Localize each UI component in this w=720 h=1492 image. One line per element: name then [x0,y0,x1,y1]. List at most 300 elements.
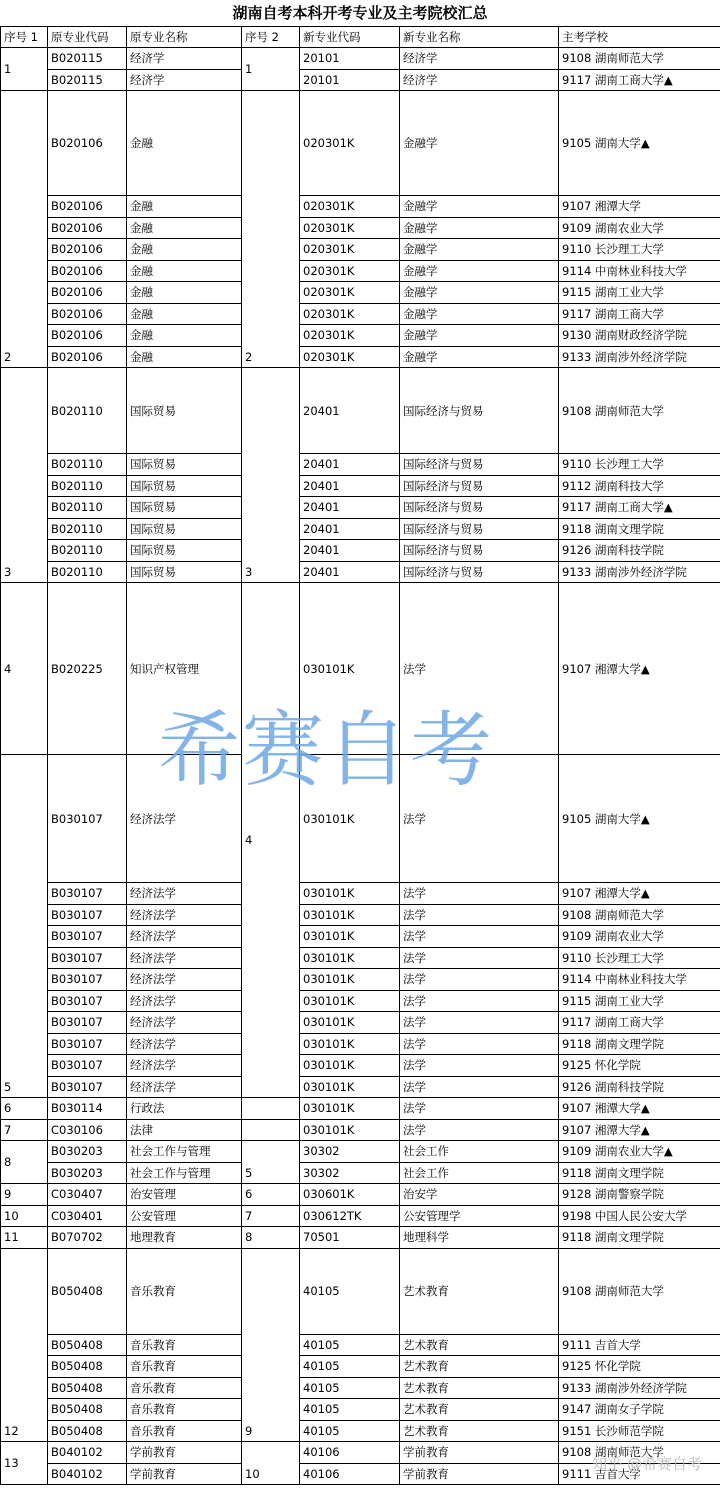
new-code-cell: 20401 [300,497,400,519]
new-code-cell: 40105 [300,1248,400,1334]
new-code-cell: 20101 [300,69,400,91]
new-code-cell: 030601K [300,1184,400,1206]
table-row [1,904,720,926]
school-cell: 9107 湘潭大学 [559,196,720,218]
seq1-cell: 7 [1,1119,48,1141]
old-name-cell: 学前教育 [127,1463,242,1485]
new-name-cell: 国际经济与贸易 [400,497,559,519]
old-code-cell: B030203 [48,1162,127,1184]
table-row [1,325,720,347]
new-name-cell: 艺术教育 [400,1420,559,1442]
new-code-cell: 020301K [300,239,400,261]
new-name-cell: 法学 [400,1033,559,1055]
table-row [1,1334,720,1356]
old-code-cell: B050408 [48,1334,127,1356]
old-name-cell: 经济法学 [127,947,242,969]
school-cell: 9105 湖南大学▲ [559,755,720,883]
new-code-cell: 020301K [300,91,400,196]
old-code-cell: B030107 [48,947,127,969]
seq2-cell: 1 [242,48,300,91]
old-name-cell: 国际贸易 [127,561,242,583]
header-school: 主考学校 [559,27,720,48]
seq2-cell [242,1119,300,1141]
new-code-cell: 030101K [300,926,400,948]
table-row [1,1399,720,1421]
new-code-cell: 030101K [300,969,400,991]
new-code-cell: 20401 [300,475,400,497]
table-row [1,1420,720,1442]
old-code-cell: B050408 [48,1420,127,1442]
new-code-cell: 20401 [300,518,400,540]
table-row [1,91,720,196]
seq2-cell: 6 [242,1184,300,1206]
new-code-cell: 030101K [300,1076,400,1098]
old-code-cell: B030114 [48,1098,127,1120]
school-cell: 9110 长沙理工大学 [559,947,720,969]
school-cell: 9128 湖南警察学院 [559,1184,720,1206]
new-code-cell: 030101K [300,1012,400,1034]
new-name-cell: 金融学 [400,260,559,282]
old-code-cell: B050408 [48,1399,127,1421]
old-name-cell: 经济法学 [127,1055,242,1077]
school-cell: 9118 湖南文理学院 [559,1227,720,1249]
new-name-cell: 法学 [400,926,559,948]
new-name-cell: 国际经济与贸易 [400,475,559,497]
table-row [1,1227,720,1249]
new-name-cell: 艺术教育 [400,1334,559,1356]
old-name-cell: 经济法学 [127,904,242,926]
new-code-cell: 40105 [300,1356,400,1378]
new-code-cell: 30302 [300,1162,400,1184]
school-cell: 9118 湖南文理学院 [559,1162,720,1184]
new-name-cell: 金融学 [400,303,559,325]
seq1-cell: 10 [1,1205,48,1227]
old-code-cell: B030107 [48,969,127,991]
new-name-cell: 法学 [400,947,559,969]
old-code-cell: B020106 [48,282,127,304]
old-code-cell: B030107 [48,883,127,905]
old-name-cell: 金融 [127,196,242,218]
seq2-cell [242,1098,300,1120]
old-code-cell: B020115 [48,69,127,91]
new-name-cell: 金融学 [400,196,559,218]
old-code-cell: B050408 [48,1248,127,1334]
old-name-cell: 经济法学 [127,1012,242,1034]
new-code-cell: 70501 [300,1227,400,1249]
school-cell: 9108 湖南师范大学 [559,368,720,454]
seq1-cell: 11 [1,1227,48,1249]
table-row [1,303,720,325]
school-cell: 9151 长沙师范学院 [559,1420,720,1442]
school-cell: 9115 湖南工业大学 [559,990,720,1012]
new-name-cell: 经济学 [400,48,559,70]
school-cell: 9198 中国人民公安大学 [559,1205,720,1227]
school-cell: 9107 湘潭大学▲ [559,883,720,905]
new-name-cell: 金融学 [400,346,559,368]
new-name-cell: 法学 [400,1055,559,1077]
old-name-cell: 金融 [127,325,242,347]
new-code-cell: 030612TK [300,1205,400,1227]
table-row [1,1033,720,1055]
old-code-cell: B050408 [48,1377,127,1399]
table-row [1,1248,720,1334]
new-code-cell: 40105 [300,1334,400,1356]
school-cell: 9117 湖南工商大学 [559,1012,720,1034]
new-name-cell: 国际经济与贸易 [400,368,559,454]
school-cell: 9126 湖南科技学院 [559,1076,720,1098]
seq1-cell: 6 [1,1098,48,1120]
old-code-cell: B020225 [48,583,127,755]
new-name-cell: 地理科学 [400,1227,559,1249]
new-name-cell: 国际经济与贸易 [400,540,559,562]
new-code-cell: 020301K [300,346,400,368]
old-name-cell: 社会工作与管理 [127,1141,242,1163]
new-code-cell: 020301K [300,260,400,282]
old-code-cell: B030107 [48,1076,127,1098]
old-code-cell: B020110 [48,497,127,519]
table-row [1,48,720,70]
school-cell: 9133 湖南涉外经济学院 [559,346,720,368]
new-name-cell: 法学 [400,1098,559,1120]
new-name-cell: 金融学 [400,239,559,261]
old-code-cell: B030107 [48,1033,127,1055]
school-cell: 9108 湖南师范大学 [559,904,720,926]
header-seq1: 序号 1 [1,27,48,48]
old-name-cell: 国际贸易 [127,540,242,562]
seq2-cell: 7 [242,1205,300,1227]
old-name-cell: 经济法学 [127,1033,242,1055]
table-row [1,1055,720,1077]
new-name-cell: 国际经济与贸易 [400,518,559,540]
new-code-cell: 030101K [300,583,400,755]
old-name-cell: 经济法学 [127,969,242,991]
old-name-cell: 金融 [127,91,242,196]
table-row [1,475,720,497]
new-code-cell: 030101K [300,1119,400,1141]
old-code-cell: B020115 [48,48,127,70]
old-name-cell: 经济法学 [127,990,242,1012]
new-code-cell: 40105 [300,1377,400,1399]
seq1-cell: 8 [1,1141,48,1184]
seq2-cell: 8 [242,1227,300,1249]
new-name-cell: 法学 [400,969,559,991]
old-name-cell: 音乐教育 [127,1399,242,1421]
school-cell: 9112 湖南科技大学 [559,475,720,497]
school-cell: 9109 湖南农业大学 [559,926,720,948]
new-code-cell: 030101K [300,1098,400,1120]
table-row [1,755,720,883]
new-code-cell: 020301K [300,217,400,239]
old-name-cell: 音乐教育 [127,1377,242,1399]
school-cell: 9108 湖南师范大学 [559,1442,720,1464]
old-name-cell: 国际贸易 [127,368,242,454]
old-code-cell: B030107 [48,990,127,1012]
old-name-cell: 音乐教育 [127,1334,242,1356]
seq1-cell: 5 [1,755,48,1098]
table-row [1,561,720,583]
seq2-cell: 4 [242,583,300,1098]
old-code-cell: B020110 [48,368,127,454]
school-cell: 9105 湖南大学▲ [559,91,720,196]
new-name-cell: 社会工作 [400,1162,559,1184]
school-cell: 9125 怀化学院 [559,1055,720,1077]
old-code-cell: B020110 [48,454,127,476]
old-code-cell: B030107 [48,926,127,948]
new-name-cell: 经济学 [400,69,559,91]
new-code-cell: 030101K [300,755,400,883]
seq2-cell: 10 [242,1442,300,1485]
new-code-cell: 030101K [300,904,400,926]
old-name-cell: 经济学 [127,48,242,70]
new-name-cell: 艺术教育 [400,1248,559,1334]
old-name-cell: 公安管理 [127,1205,242,1227]
school-cell: 9107 湘潭大学▲ [559,1119,720,1141]
table-row [1,196,720,218]
old-code-cell: B020110 [48,561,127,583]
new-code-cell: 40105 [300,1420,400,1442]
majors-table [0,26,720,1485]
new-name-cell: 学前教育 [400,1463,559,1485]
school-cell: 9114 中南林业科技大学 [559,969,720,991]
new-name-cell: 金融学 [400,325,559,347]
school-cell: 9110 长沙理工大学 [559,454,720,476]
old-name-cell: 国际贸易 [127,475,242,497]
seq1-cell: 4 [1,583,48,755]
new-name-cell: 法学 [400,1076,559,1098]
table-header-row [1,27,720,48]
new-name-cell: 金融学 [400,91,559,196]
table-row [1,1463,720,1485]
new-name-cell: 国际经济与贸易 [400,561,559,583]
school-cell: 9133 湖南涉外经济学院 [559,561,720,583]
new-code-cell: 20401 [300,454,400,476]
new-name-cell: 学前教育 [400,1442,559,1464]
old-code-cell: C030106 [48,1119,127,1141]
new-code-cell: 030101K [300,990,400,1012]
page-title: 湖南自考本科开考专业及主考院校汇总 [232,4,488,22]
new-name-cell: 法学 [400,1119,559,1141]
school-cell: 9107 湘潭大学▲ [559,1098,720,1120]
table-row [1,368,720,454]
old-code-cell: B020110 [48,540,127,562]
old-name-cell: 地理教育 [127,1227,242,1249]
table-row [1,883,720,905]
old-code-cell: B020106 [48,260,127,282]
old-code-cell: B040102 [48,1442,127,1464]
old-name-cell: 社会工作与管理 [127,1162,242,1184]
seq1-cell: 1 [1,48,48,91]
school-cell: 9126 湖南科技学院 [559,540,720,562]
old-name-cell: 经济学 [127,69,242,91]
table-row [1,926,720,948]
header-old-name: 原专业名称 [127,27,242,48]
new-code-cell: 030101K [300,1033,400,1055]
school-cell: 9108 湖南师范大学 [559,1248,720,1334]
table-row [1,260,720,282]
old-code-cell: B020106 [48,239,127,261]
table-row [1,518,720,540]
watermark: 希赛自考 [158,703,495,798]
seq1-cell: 3 [1,368,48,583]
seq2-cell: 3 [242,368,300,583]
school-cell: 9147 湖南女子学院 [559,1399,720,1421]
old-name-cell: 经济法学 [127,926,242,948]
table-row [1,540,720,562]
table-row [1,1205,720,1227]
seq2-cell: 2 [242,91,300,368]
school-cell: 9118 湖南文理学院 [559,518,720,540]
old-code-cell: B020106 [48,196,127,218]
old-name-cell: 经济法学 [127,883,242,905]
table-row [1,1119,720,1141]
old-code-cell: B070702 [48,1227,127,1249]
new-code-cell: 40106 [300,1463,400,1485]
table-row [1,282,720,304]
new-code-cell: 30302 [300,1141,400,1163]
table-row [1,1141,720,1163]
old-code-cell: B020106 [48,217,127,239]
table-row [1,1012,720,1034]
old-name-cell: 知识产权管理 [127,583,242,755]
new-name-cell: 国际经济与贸易 [400,454,559,476]
table-row [1,346,720,368]
old-code-cell: B030107 [48,1055,127,1077]
old-name-cell: 国际贸易 [127,454,242,476]
school-cell: 9109 湖南农业大学 [559,217,720,239]
new-code-cell: 030101K [300,1055,400,1077]
school-cell: 9108 湖南师范大学 [559,48,720,70]
school-cell: 9110 长沙理工大学 [559,239,720,261]
table-row [1,1098,720,1120]
old-name-cell: 治安管理 [127,1184,242,1206]
table-row [1,1377,720,1399]
table-row [1,454,720,476]
new-name-cell: 艺术教育 [400,1377,559,1399]
table-row [1,947,720,969]
school-cell: 9130 湖南财政经济学院 [559,325,720,347]
school-cell: 9117 湖南工商大学▲ [559,497,720,519]
old-code-cell: B020110 [48,518,127,540]
table-row [1,1184,720,1206]
header-old-code: 原专业代码 [48,27,127,48]
old-name-cell: 经济法学 [127,1076,242,1098]
new-code-cell: 030101K [300,883,400,905]
new-code-cell: 20101 [300,48,400,70]
seq1-cell: 9 [1,1184,48,1206]
new-name-cell: 治安学 [400,1184,559,1206]
old-name-cell: 金融 [127,260,242,282]
school-cell: 9125 怀化学院 [559,1356,720,1378]
seq1-cell: 13 [1,1442,48,1485]
seq2-cell: 5 [242,1141,300,1184]
old-code-cell: C030401 [48,1205,127,1227]
table-row [1,239,720,261]
old-code-cell: B020106 [48,325,127,347]
table-row [1,969,720,991]
old-name-cell: 金融 [127,346,242,368]
table-row [1,1442,720,1464]
old-code-cell: B050408 [48,1356,127,1378]
old-code-cell: B020106 [48,303,127,325]
table-row [1,990,720,1012]
new-name-cell: 法学 [400,904,559,926]
old-name-cell: 国际贸易 [127,497,242,519]
old-name-cell: 金融 [127,282,242,304]
school-cell: 9107 湘潭大学▲ [559,583,720,755]
school-cell: 9109 湖南农业大学▲ [559,1141,720,1163]
new-name-cell: 法学 [400,990,559,1012]
new-code-cell: 020301K [300,325,400,347]
new-name-cell: 法学 [400,755,559,883]
old-code-cell: B030203 [48,1141,127,1163]
new-code-cell: 020301K [300,196,400,218]
old-name-cell: 音乐教育 [127,1356,242,1378]
new-name-cell: 法学 [400,883,559,905]
new-name-cell: 金融学 [400,282,559,304]
table-row [1,69,720,91]
old-code-cell: B040102 [48,1463,127,1485]
new-name-cell: 金融学 [400,217,559,239]
old-name-cell: 音乐教育 [127,1420,242,1442]
old-code-cell: B020106 [48,91,127,196]
old-code-cell: B030107 [48,1012,127,1034]
old-name-cell: 金融 [127,217,242,239]
new-code-cell: 020301K [300,303,400,325]
school-cell: 9111 吉首大学 [559,1334,720,1356]
header-seq2: 序号 2 [242,27,300,48]
school-cell: 9115 湖南工业大学 [559,282,720,304]
new-code-cell: 030101K [300,947,400,969]
header-new-name: 新专业名称 [400,27,559,48]
old-code-cell: B020106 [48,346,127,368]
school-cell: 9117 湖南工商大学 [559,303,720,325]
new-code-cell: 20401 [300,561,400,583]
old-name-cell: 经济法学 [127,755,242,883]
old-code-cell: B030107 [48,904,127,926]
old-name-cell: 法律 [127,1119,242,1141]
table-row [1,1162,720,1184]
new-code-cell: 020301K [300,282,400,304]
old-name-cell: 金融 [127,303,242,325]
table-row [1,583,720,755]
corner-watermark: 知乎 @希赛自考 [592,1455,702,1473]
table-row [1,1076,720,1098]
seq1-cell: 12 [1,1248,48,1442]
school-cell: 9114 中南林业科技大学 [559,260,720,282]
school-cell: 9117 湖南工商大学▲ [559,69,720,91]
old-name-cell: 行政法 [127,1098,242,1120]
school-cell: 9133 湖南涉外经济学院 [559,1377,720,1399]
table-row [1,497,720,519]
header-new-code: 新专业代码 [300,27,400,48]
new-name-cell: 艺术教育 [400,1399,559,1421]
school-cell: 9111 吉首大学 [559,1463,720,1485]
old-code-cell: C030407 [48,1184,127,1206]
table-row [1,217,720,239]
new-name-cell: 艺术教育 [400,1356,559,1378]
school-cell: 9118 湖南文理学院 [559,1033,720,1055]
old-name-cell: 金融 [127,239,242,261]
new-name-cell: 法学 [400,1012,559,1034]
new-code-cell: 40105 [300,1399,400,1421]
seq1-cell: 2 [1,91,48,368]
new-code-cell: 20401 [300,540,400,562]
old-name-cell: 学前教育 [127,1442,242,1464]
new-code-cell: 20401 [300,368,400,454]
new-name-cell: 公安管理学 [400,1205,559,1227]
old-code-cell: B030107 [48,755,127,883]
old-name-cell: 音乐教育 [127,1248,242,1334]
